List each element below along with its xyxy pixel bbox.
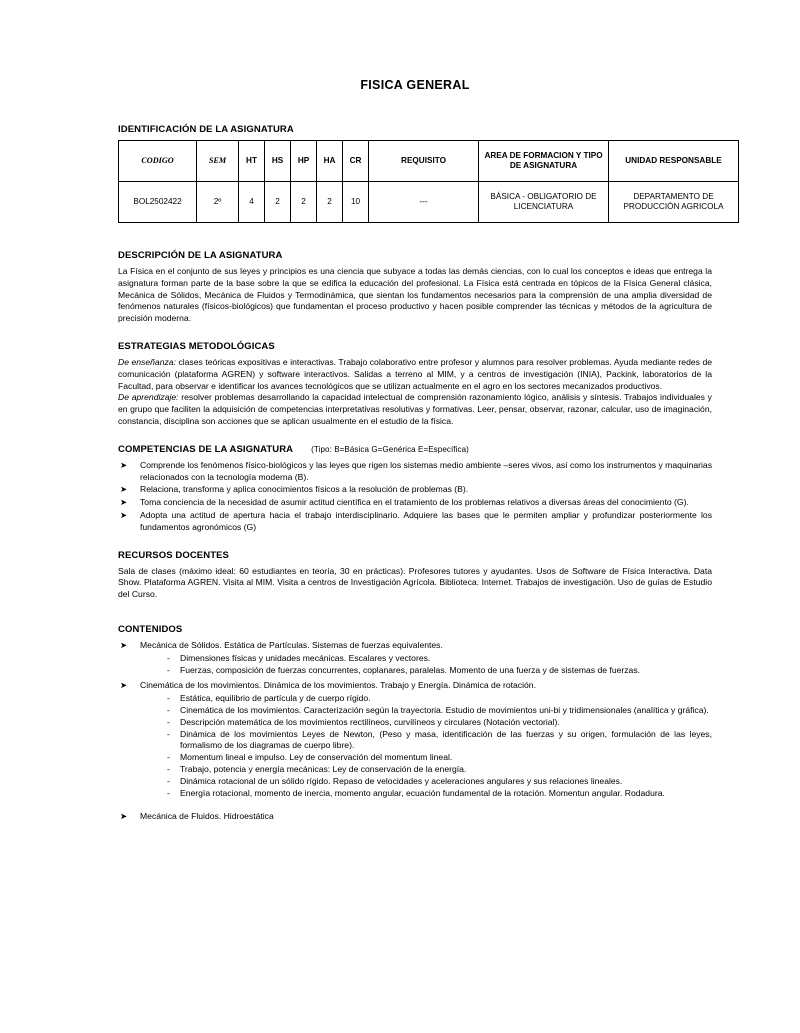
td-area-formacion: BÁSICA - OBLIGATORIO DE LICENCIATURA [479,182,609,223]
td-sem: 2º [197,182,239,223]
list-item [166,653,712,665]
section-heading-identificacion: IDENTIFICACIÓN DE LA ASIGNATURA [118,124,294,135]
point-text: Momentum lineal e impulso. Ley de conservación del momentum lineal. [180,752,453,763]
section-recursos [118,550,712,601]
section-heading-descripcion: DESCRIPCIÓN DE LA ASIGNATURA [118,250,283,261]
th-area-formacion: AREA DE FORMACION Y TIPO DE ASIGNATURA [479,141,609,182]
td-requisito: --- [369,182,479,223]
dash-bullet-icon: - [167,664,170,675]
table-row [119,182,739,223]
th-unidad-responsable: UNIDAD RESPONSABLE [609,141,739,182]
section-heading-competencias [118,444,712,455]
section-competencias [118,444,712,534]
section-contenidos [118,624,712,823]
list-item [166,776,712,788]
list-item [118,811,712,823]
competencia-text: Comprende los fenómenos físico-biológicos y las leyes que rigen los sistemas medio ambiente –seres vivos, así como los instrumentos y maquinarias relacionados con la tecnología moderna (B). [140,459,712,482]
th-requisito: REQUISITO [369,141,479,182]
unit-points-wrap [140,653,712,677]
unit-points [166,653,712,677]
dash-bullet-icon: - [167,652,170,663]
section-heading-contenidos: CONTENIDOS [118,623,183,635]
list-item [166,693,712,705]
unit-title: Mecánica de Sólidos. Estática de Partículas. Sistemas de fuerzas equivalentes. [140,639,443,650]
dash-bullet-icon: - [167,787,170,798]
competencia-text: Relaciona, transforma y aplica conocimientos físicos a la resolución de problemas (B). [140,484,469,495]
arrow-bullet-icon: ➤ [120,680,128,691]
table-header-row [119,141,739,182]
unit-points [166,693,712,799]
descripcion-text: La Física en el conjunto de sus leyes y principios es una ciencia que subyace a todas las demás ciencias, con lo cual los conceptos e ideas que entrega la asignatura forman parte de la base sobre la que se edifica la educación del profesional. La Física está centrada en tópicos de la Física General clásica, Mecánica de Sólidos, Mecánica de Fluidos y Termodinámica, que sientan los fundamentos necesarios para la comprensión de una amplia diversidad de fenómenos naturales (físicos-biológicos) que fundamentan el proceso productivo y hacen posible comprender las técnicas y métodos de la agricultura de precisión moderna. [118,266,712,324]
th-ht: HT [239,141,265,182]
competencias-note: (Tipo: B=Básica G=Genérica E=Específica) [311,444,469,454]
section-heading-recursos: RECURSOS DOCENTES [118,549,229,561]
list-item [118,484,712,496]
th-sem: SEM [197,141,239,182]
dash-bullet-icon: - [167,704,170,715]
dash-bullet-icon: - [167,716,170,727]
arrow-bullet-icon: ➤ [120,509,128,520]
section-descripcion [118,250,712,325]
arrow-bullet-icon: ➤ [120,459,128,470]
ensenanza-text: clases teóricas expositivas e interactivas. Trabajo colaborativo entre profesor y alumnos para resolver problemas. Ayuda mediante redes de comunicación (plataforma AGREN) y software interactivos. Salidas a terreno al MIM, y a centros de investigación (INIA), Packink, laboratorios de la Facultad, para observar e identificar los avances tecnológicos que se utilizan actualmente en el agro en los sectores mecanizados productivos. [118,356,712,391]
list-item [118,680,712,799]
aprendizaje-text: resolver problemas desarrollando la capacidad intelectual de comprensión razonamiento lógico, análisis y síntesis. Trabajos individuales y en grupo que faciliten la adquisición de competencias interpretativas resolutivas y formativas. Leer, pensar, observar, razonar, calcular, uso de imaginación, constancia, disciplina son acciones que se aplican usualmente en el estudio de la física. [118,392,712,426]
list-item [166,752,712,764]
section-identificacion [118,124,724,223]
competencia-text: Toma conciencia de la necesidad de asumir actitud científica en el tratamiento de los problemas relativos a diversas áreas del conocimiento (G). [140,497,689,508]
competencias-list [118,460,712,534]
point-text: Dinámica de los movimientos Leyes de Newton, (Peso y masa, identificación de las fuerzas y su origen, formulación de las leyes, formalismo de los diagramas de cuerpo libre). [180,728,712,751]
th-cr: CR [343,141,369,182]
estrategias-aprendizaje [118,392,712,427]
arrow-bullet-icon: ➤ [120,639,128,650]
dash-bullet-icon: - [167,728,170,739]
list-item [166,788,712,800]
ensenanza-label: De enseñanza: [118,356,176,367]
dash-bullet-icon: - [167,763,170,774]
point-text: Descripción matemática de los movimientos rectilíneos, curvilíneos y circulares (Notación vectorial). [180,716,560,727]
td-ha: 2 [317,182,343,223]
dash-bullet-icon: - [167,752,170,763]
dash-bullet-icon: - [167,775,170,786]
arrow-bullet-icon: ➤ [120,497,128,508]
point-text: Dimensiones físicas y unidades mecánicas. Escalares y vectores. [180,652,431,663]
arrow-bullet-icon: ➤ [120,484,128,495]
point-text: Estática, equilibrio de partícula y de cuerpo rígido. [180,693,371,704]
td-hs: 2 [265,182,291,223]
td-codigo: BOL2502422 [119,182,197,223]
contenidos-list [118,640,712,823]
list-item [166,705,712,717]
td-ht: 4 [239,182,265,223]
estrategias-ensenanza [118,357,712,392]
page-title: FISICA GENERAL [360,78,470,92]
list-item [166,764,712,776]
list-item [118,510,712,534]
recursos-text: Sala de clases (máximo ideal: 60 estudiantes en teoría, 30 en prácticas). Profesores tutores y ayudantes. Usos de Software de Física Interactiva. Data Show. Plataforma AGREN. Visita al MIM. Visita a centros de Investigación Agrícola. Biblioteca. Internet. Trabajos de investigación. Uso de guías de Estudio del Curso. [118,565,712,600]
point-text: Energía rotacional, momento de inercia, momento angular, ecuación fundamental de la rotación. Momentun angular. Rodadura. [180,787,665,798]
point-text: Trabajo, potencia y energía mecánicas: Ley de conservación de la energía. [180,763,467,774]
th-hs: HS [265,141,291,182]
td-cr: 10 [343,182,369,223]
arrow-bullet-icon: ➤ [120,811,128,822]
competencia-text: Adopta una actitud de apertura hacia el trabajo interdisciplinario. Adquiere las bases que le permiten ampliar y profundizar posteriormente los fundamentos agronómicos (G) [140,509,712,532]
point-text: Dinámica rotacional de un sólido rígido. Repaso de velocidades y aceleraciones angulares y sus relaciones lineales. [180,775,623,786]
dash-bullet-icon: - [167,693,170,704]
list-item [166,665,712,677]
td-hp: 2 [291,182,317,223]
point-text: Fuerzas, composición de fuerzas concurrentes, coplanares, paralelas. Momento de una fuerza y de sistemas de fuerzas. [180,664,641,675]
unit-title: Cinemática de los movimientos. Dinámica de los movimientos. Trabajo y Energía. Dinámica de rotación. [140,680,536,691]
th-hp: HP [291,141,317,182]
list-item [166,717,712,729]
point-text: Cinemática de los movimientos. Caracterización según la trayectoria. Estudio de movimientos uni-bi y tridimensionales (analítica y gráfica). [180,704,709,715]
unit-points-wrap [140,693,712,799]
section-estrategias [118,341,712,428]
list-item [118,497,712,509]
list-item [118,460,712,484]
list-item [166,729,712,753]
td-unidad-responsable: DEPARTAMENTO DE PRODUCCIÓN AGRICOLA [609,182,739,223]
section-heading-estrategias: ESTRATEGIAS METODOLÓGICAS [118,340,275,352]
aprendizaje-label: De aprendizaje: [118,392,179,403]
competencias-heading-text: COMPETENCIAS DE LA ASIGNATURA [118,443,294,455]
th-codigo: CODIGO [119,141,197,182]
asignatura-table [118,140,739,223]
th-ha: HA [317,141,343,182]
unit-title: Mecánica de Fluidos. Hidroestática [140,811,274,822]
list-item [118,640,712,676]
